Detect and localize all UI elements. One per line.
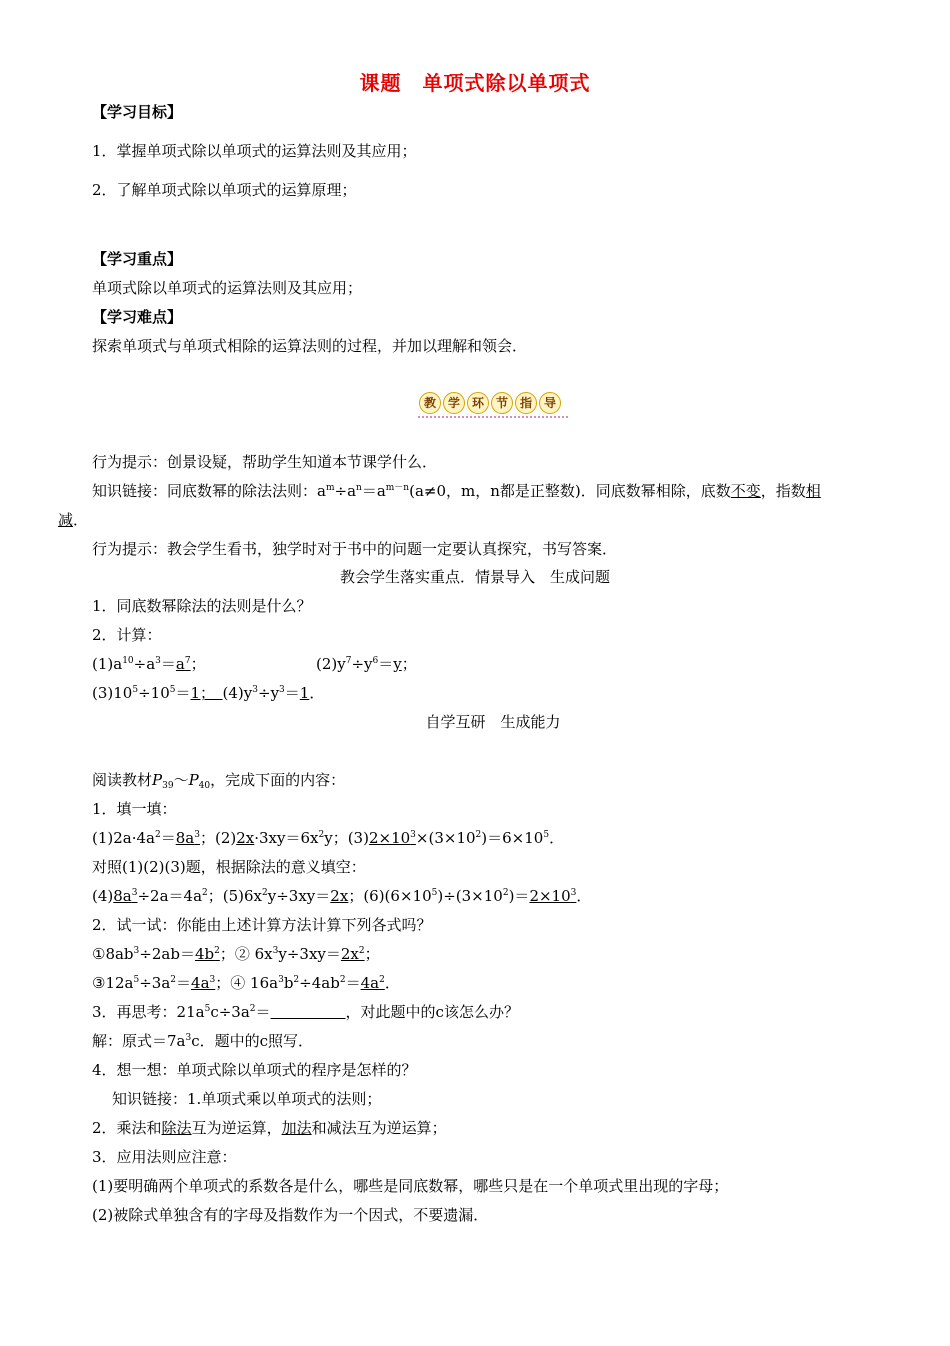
behavior-hint-1: 行为提示：创景设疑，帮助学生知道本节课学什么． <box>92 453 438 471</box>
banner-underline <box>418 414 568 418</box>
difficulty-header: 【学习难点】 <box>92 308 183 326</box>
key-text: 单项式除以单项式的运算法则及其应用； <box>92 279 363 297</box>
section-heading-1: 教会学生落实重点．情景导入 生成问题 <box>339 568 610 586</box>
fill-line-2: $(4)8a^3\div 2a=4a^2$；$(5)6x^2y\div 3xy=2x$；$(6)(6\times 10^5)\div(3\times 10^2)=2\times 10^3$． <box>92 887 592 905</box>
section-heading-2: 自学互研 生成能力 <box>425 713 561 731</box>
knowledge-link-1-cont: 减． <box>58 511 89 529</box>
banner-char: 环 <box>467 392 489 414</box>
teaching-guide-banner <box>418 388 568 418</box>
read-textbook: 阅读教材$P_{39}\sim P_{40}$，完成下面的内容： <box>92 771 346 791</box>
goals-header: 【学习目标】 <box>92 103 183 121</box>
banner-char: 教 <box>419 392 441 414</box>
try-line-2: $③12a^5\div 3a^2=4a^3$；④ $16a^3b^2\div 4ab^2=4a^2$． <box>92 974 400 992</box>
key-header: 【学习重点】 <box>92 250 183 268</box>
try-header: 2．试一试：你能由上述计算方法计算下列各式吗？ <box>92 916 432 934</box>
fill-header: 1．填一填： <box>92 800 177 818</box>
fill-line-1: $(1)2a\cdot 4a^2=8a^3$；$(2)2x\cdot 3xy=6x^2y$；$(3)2\times 10^3\times(3\times 10^2)=6\times 10^5$． <box>92 829 565 847</box>
calc-2: $(2)y^7\div y^6=y$； <box>316 655 417 673</box>
note-2: (2)被除式单独含有的字母及指数作为一个因式，不要遗漏． <box>92 1206 489 1224</box>
goal-2: 2．了解单项式除以单项式的运算原理； <box>92 181 357 199</box>
question-4: 4．想一想：单项式除以单项式的程序是怎样的？ <box>92 1061 417 1079</box>
banner-char: 节 <box>491 392 513 414</box>
behavior-hint-2: 行为提示：教会学生看书，独学时对于书中的问题一定要认真探究，书写答案． <box>92 540 618 558</box>
knowledge-link-2-item-3: 3．应用法则应注意： <box>92 1148 237 1166</box>
try-line-1: $①8ab^3\div 2ab=4b^2$；② $6x^3y\div 3xy=2x^2$； <box>92 945 380 963</box>
knowledge-link-2-item-2: 2．乘法和除法互为逆运算，加法和减法互为逆运算； <box>92 1119 447 1137</box>
compare-text: 对照(1)(2)(3)题，根据除法的意义填空： <box>92 858 366 876</box>
banner-char: 学 <box>443 392 465 414</box>
question-1: 1．同底数幂除法的法则是什么？ <box>92 597 312 615</box>
note-1: (1)要明确两个单项式的系数各是什么，哪些是同底数幂，哪些只是在一个单项式里出现的字母； <box>92 1177 729 1195</box>
banner-char: 指 <box>515 392 537 414</box>
difficulty-text: 探索单项式与单项式相除的运算法则的过程，并加以理解和领会． <box>92 337 528 355</box>
answer: 解：原式$=7a^3c$．题中的c照写． <box>92 1032 314 1050</box>
knowledge-link-1: 知识链接：同底数幂的除法法则：$a^m\div a^n=a^{m-n}(a\ne 0$，m，n都是正整数)．同底数幂相除，底数不变，指数相 <box>92 482 821 500</box>
goal-1: 1．掌握单项式除以单项式的运算法则及其应用； <box>92 142 417 160</box>
banner-char: 导 <box>539 392 561 414</box>
knowledge-link-2: 知识链接：1.单项式乘以单项式的法则； <box>112 1090 382 1108</box>
question-2: 2．计算： <box>92 626 162 644</box>
calc-3-4: $(3)10^5\div 10^5=1$； $(4)y^3\div y^3=1$． <box>92 684 325 702</box>
page-title: 课题 单项式除以单项式 <box>359 71 591 95</box>
think-again: 3．再思考：$21a^5c\div 3a^2=$ ，对此题中的c该怎么办？ <box>92 1003 519 1021</box>
calc-1: $(1)a^{10}\div a^3=a^7$； <box>92 655 206 673</box>
